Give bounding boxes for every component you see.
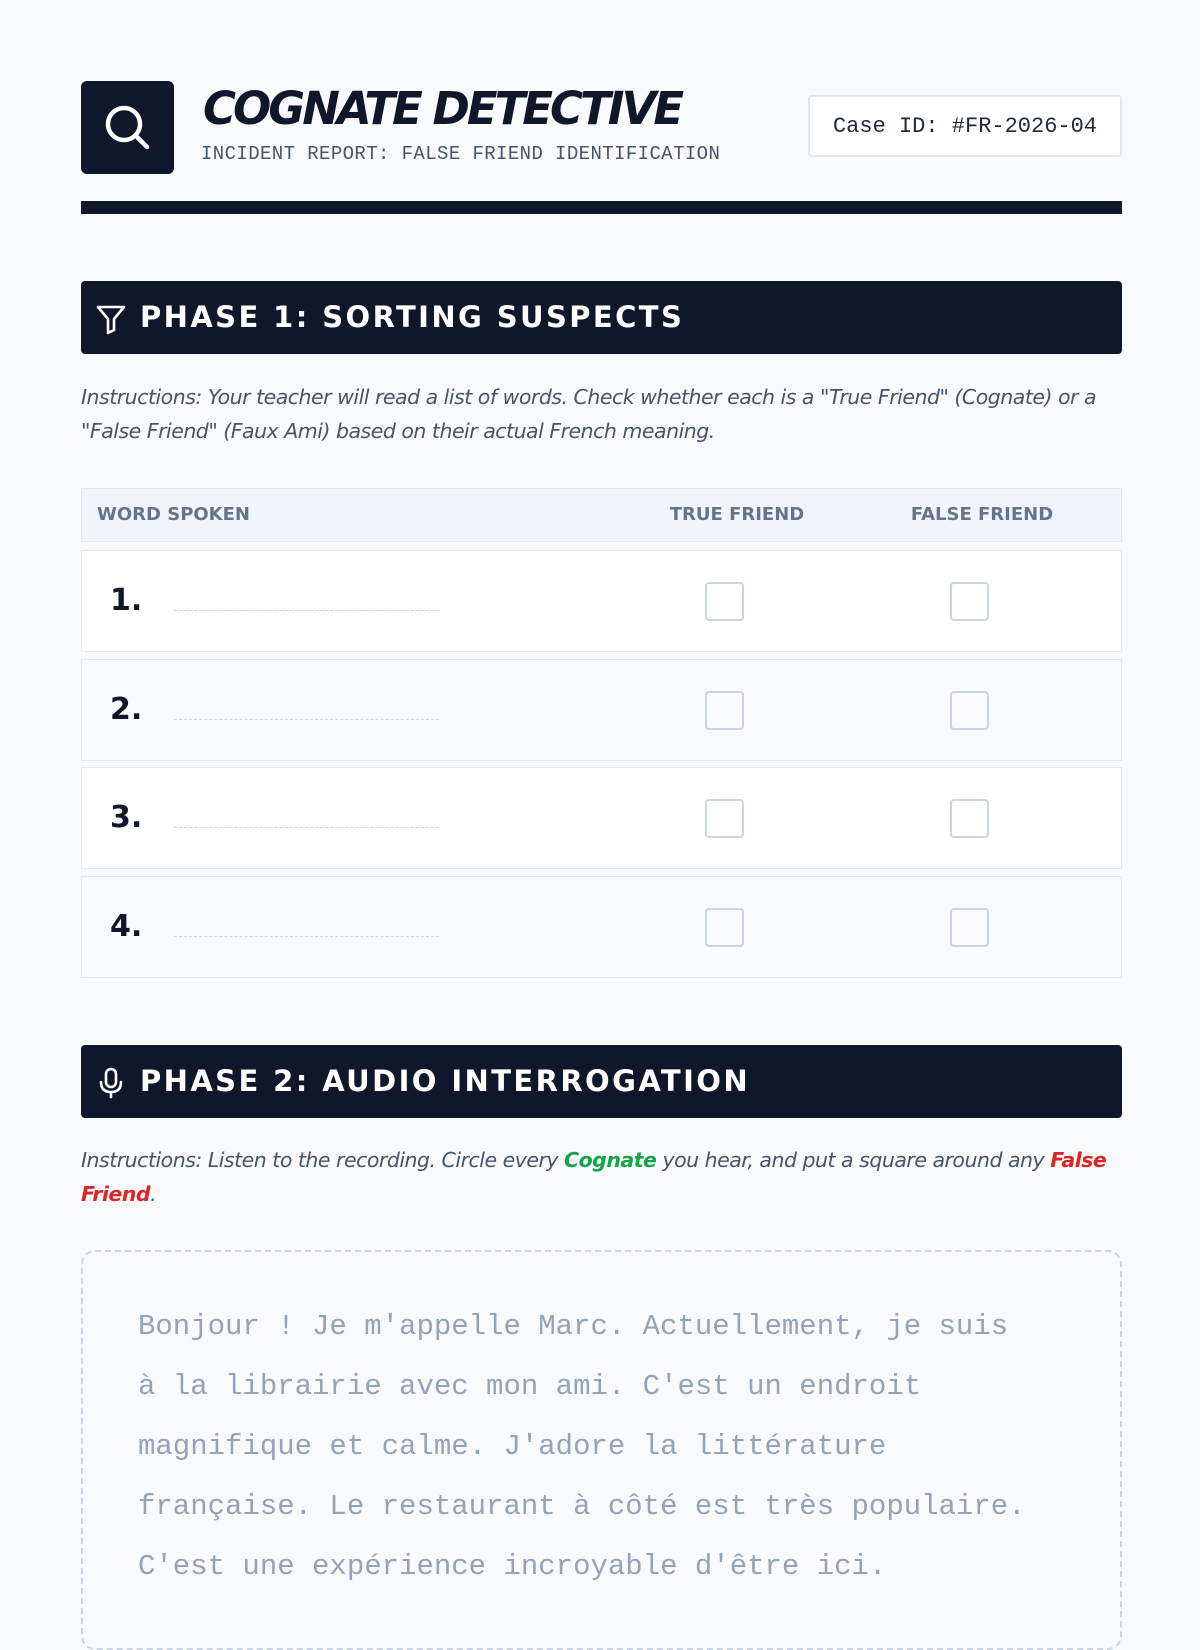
column-header-false-friend: FALSE FRIEND (910, 504, 1054, 525)
instructions-text: . (150, 1182, 157, 1206)
true-friend-checkbox[interactable] (705, 799, 744, 838)
page-title: COGNATE DETECTIVE (203, 82, 682, 135)
true-friend-checkbox[interactable] (705, 691, 744, 730)
false-friend-checkbox[interactable] (950, 908, 989, 947)
row-number: 1. (110, 583, 143, 618)
table-row (81, 659, 1122, 761)
row-number: 2. (110, 692, 143, 727)
false-friend-checkbox[interactable] (950, 582, 989, 621)
row-number: 4. (110, 909, 143, 944)
word-answer-line[interactable] (174, 610, 439, 611)
word-answer-line[interactable] (174, 827, 439, 828)
cognate-label: Cognate (564, 1148, 657, 1172)
transcript-text: Bonjour ! Je m'appelle Marc. Actuellement, je suis à la librairie avec mon ami. C'est un endroit magnifique et calme. J'adore la littérature française. Le restaurant à côté est très populaire. C'est une expérience incroyable d'être ici. (138, 1310, 1026, 1583)
microphone-icon (95, 1067, 127, 1099)
phase1-title: PHASE 1: SORTING SUSPECTS (140, 300, 685, 334)
instructions-text: Instructions: Listen to the recording. Circle every (81, 1148, 565, 1172)
true-friend-checkbox[interactable] (705, 582, 744, 621)
column-header-word: WORD SPOKEN (97, 504, 250, 525)
phase1-header (81, 281, 1122, 354)
table-row (81, 550, 1122, 652)
true-friend-checkbox[interactable] (705, 908, 744, 947)
row-number: 3. (110, 800, 143, 835)
case-id-badge: Case ID: #FR-2026-04 (808, 95, 1122, 157)
table-header (81, 488, 1122, 542)
page-subtitle: INCIDENT REPORT: FALSE FRIEND IDENTIFICATION (201, 143, 721, 165)
logo-badge (81, 81, 174, 174)
search-icon (101, 101, 154, 154)
instructions-text: you hear, and put a square around any (656, 1148, 1051, 1172)
filter-icon (95, 303, 127, 335)
phase2-title: PHASE 2: AUDIO INTERROGATION (140, 1064, 751, 1098)
false-friend-label: False Friend (81, 1148, 1107, 1206)
header-divider (81, 201, 1122, 214)
false-friend-checkbox[interactable] (950, 691, 989, 730)
phase2-header (81, 1045, 1122, 1118)
word-answer-line[interactable] (174, 719, 439, 720)
table-row (81, 767, 1122, 869)
table-row (81, 876, 1122, 978)
phase2-instructions (81, 1143, 1141, 1211)
column-header-true-friend: TRUE FRIEND (669, 504, 805, 525)
word-answer-line[interactable] (174, 936, 439, 937)
false-friend-checkbox[interactable] (950, 799, 989, 838)
phase1-instructions: Instructions: Your teacher will read a list of words. Check whether each is a "True Friend" (Cognate) or a "False Friend" (Faux Ami) based on their actual French meaning. (81, 385, 1097, 443)
transcript-box (81, 1250, 1122, 1650)
